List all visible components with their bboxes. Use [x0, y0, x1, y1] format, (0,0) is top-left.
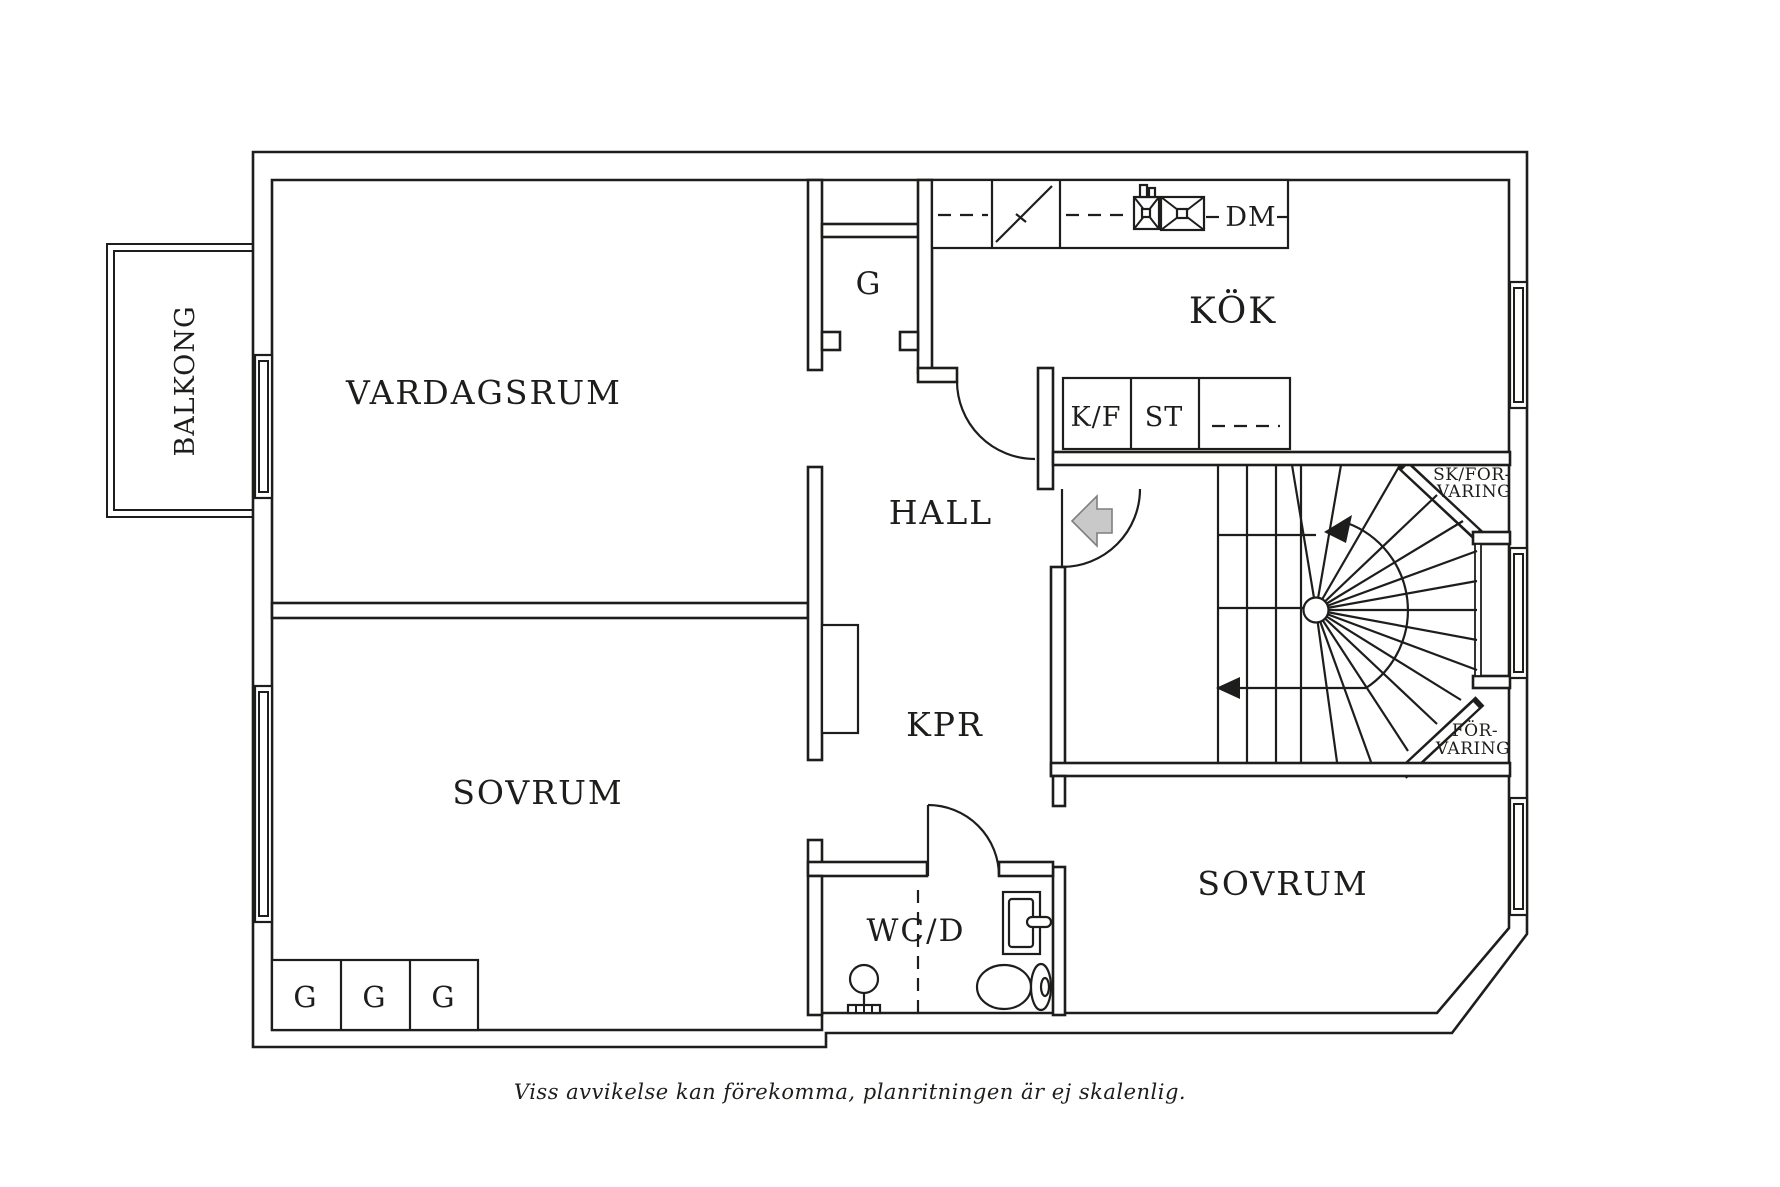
- storage-upper-label-line1: SK/FÖR-: [1433, 465, 1511, 485]
- bathroom-fixtures: [848, 890, 1051, 1013]
- storage-lower-label-line2: VARING: [1435, 739, 1511, 759]
- spiral-staircase: [1216, 465, 1477, 763]
- closet-label-2: G: [362, 980, 388, 1014]
- room-label-living-room: VARDAGSRUM: [346, 373, 622, 412]
- stair-newel-post: [1304, 598, 1329, 623]
- toilet-icon: [977, 964, 1051, 1010]
- window-living-room: [255, 355, 272, 498]
- window-stair-landing: [1510, 548, 1527, 678]
- room-label-corridor: KPR: [906, 705, 984, 744]
- storage-lower-label-line1: FÖR-: [1451, 721, 1499, 741]
- window-bedroom-left: [255, 686, 272, 922]
- room-label-bedroom-left: SOVRUM: [452, 773, 624, 812]
- window-kitchen: [1510, 282, 1527, 408]
- shower-icon: [848, 965, 880, 1013]
- kitchen-door-arc: [957, 381, 1035, 459]
- room-label-kitchen: KÖK: [1188, 291, 1278, 332]
- washbasin-icon: [1003, 892, 1051, 954]
- bathroom-door: [928, 805, 999, 876]
- appliance-label-fridge-freezer: K/F: [1070, 402, 1122, 433]
- appliance-label-dishwasher: DM: [1225, 202, 1277, 233]
- entry-arrow-icon: [1072, 496, 1112, 546]
- corridor-wardrobe: [822, 625, 858, 733]
- closet-label-3: G: [431, 980, 457, 1014]
- closet-label-hall: G: [855, 266, 883, 302]
- room-label-hall: HALL: [888, 493, 994, 532]
- appliance-label-stove: ST: [1144, 402, 1184, 433]
- disclaimer-caption: Viss avvikelse kan förekomma, planritningen är ej skalenlig.: [513, 1080, 1187, 1104]
- room-label-balcony: BALKONG: [170, 305, 201, 457]
- room-label-bathroom: WC/D: [866, 913, 966, 949]
- closet-label-1: G: [293, 980, 319, 1014]
- room-label-bedroom-right: SOVRUM: [1197, 864, 1369, 903]
- stair-down-arrow-icon: [1216, 677, 1240, 699]
- window-bedroom-right: [1510, 798, 1527, 915]
- storage-upper-label-line2: VARING: [1436, 482, 1512, 502]
